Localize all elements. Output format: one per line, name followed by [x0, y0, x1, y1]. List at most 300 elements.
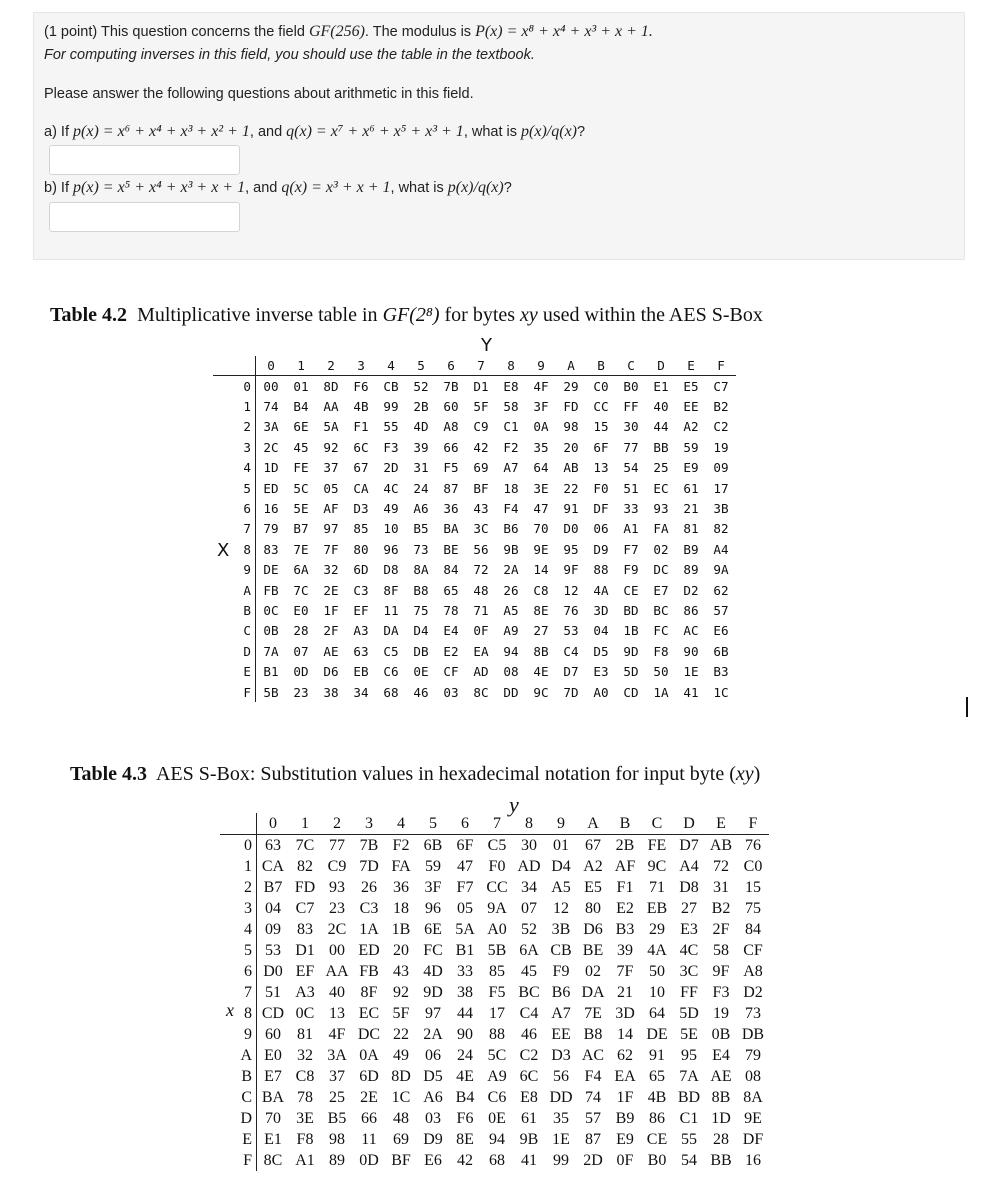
inverse-table-cell: 9F — [563, 562, 579, 578]
table43-caption-end: ) — [753, 763, 761, 785]
sbox-table-cell: 7A — [679, 1067, 699, 1085]
inverse-table-col-header: 6 — [436, 356, 466, 376]
inverse-table-cell: 00 — [263, 378, 279, 394]
sbox-table-cell: 11 — [361, 1130, 377, 1148]
sbox-table-cell: 63 — [265, 836, 281, 854]
inverse-table-cell: 03 — [443, 684, 459, 700]
sbox-table-cell: 6C — [519, 1067, 539, 1085]
sbox-table-cell: 91 — [649, 1046, 665, 1064]
sbox-table-cell: D6 — [583, 920, 603, 938]
inverse-table-cell: 71 — [473, 602, 489, 618]
sbox-table-col-header: C — [641, 813, 673, 835]
inverse-table-cell: A9 — [503, 623, 519, 639]
inverse-table-cell: B7 — [293, 521, 309, 537]
sbox-table-cell: F8 — [296, 1130, 314, 1148]
inverse-table-cell: 49 — [383, 501, 399, 517]
sbox-table-cell: 2A — [423, 1025, 443, 1043]
inverse-table-cell: 91 — [563, 501, 579, 517]
sbox-table-cell: 95 — [681, 1046, 697, 1064]
inverse-table-cell: F4 — [503, 501, 519, 517]
sbox-table-cell: 13 — [329, 1004, 345, 1022]
sbox-table-cell: DD — [549, 1088, 573, 1106]
inverse-table-cell: B4 — [293, 399, 309, 415]
inverse-table-cell: 81 — [683, 521, 699, 537]
sbox-table-cell: C1 — [679, 1109, 699, 1127]
inverse-table-cell: 9A — [713, 562, 729, 578]
inverse-table-col-header: D — [646, 356, 676, 376]
sbox-table-cell: A2 — [583, 857, 603, 875]
inverse-table-row-header: D — [213, 641, 256, 661]
inverse-table-cell: B0 — [623, 378, 639, 394]
sbox-table-cell: AC — [581, 1046, 605, 1064]
sbox-table-cell: ED — [358, 941, 380, 959]
inverse-table-cell: D2 — [683, 582, 699, 598]
sbox-table-col-header: A — [577, 813, 609, 835]
inverse-table-cell: 1C — [713, 684, 729, 700]
sbox-table-cell: 28 — [713, 1130, 729, 1148]
inverse-table-cell: 7B — [443, 378, 459, 394]
table43-caption-text: AES S-Box: Substitution values in hexadecimal notation for input byte ( — [147, 763, 736, 785]
inverse-table-cell: 76 — [563, 602, 579, 618]
sbox-table-cell: 52 — [521, 920, 537, 938]
inverse-table-cell: 80 — [353, 541, 369, 557]
inverse-table-cell: 24 — [413, 480, 429, 496]
sbox-table-cell: 8A — [743, 1088, 763, 1106]
inverse-table-row — [213, 580, 736, 600]
inverse-table-cell: 3E — [533, 480, 549, 496]
inverse-table-cell: 0E — [413, 664, 429, 680]
inverse-table-cell: 12 — [563, 582, 579, 598]
table42-caption-text-b: for bytes — [439, 304, 521, 326]
sbox-table-col-header: 9 — [545, 813, 577, 835]
inverse-table-cell: A2 — [683, 419, 699, 435]
sbox-table-row-header: 8 — [220, 1003, 257, 1024]
inverse-table-cell: B8 — [413, 582, 429, 598]
sbox-table-col-header: 4 — [385, 813, 417, 835]
inverse-table-cell: C0 — [593, 378, 609, 394]
sbox-table-cell: FC — [423, 941, 443, 959]
sbox-table-cell: B8 — [583, 1025, 603, 1043]
inverse-table-cell: E1 — [653, 378, 669, 394]
inverse-table-row — [213, 661, 736, 681]
answer-b-input[interactable] — [49, 202, 240, 232]
sbox-table-row-header: E — [220, 1129, 257, 1150]
inverse-table-cell: 10 — [383, 521, 399, 537]
inverse-table-cell: 8D — [323, 378, 339, 394]
question-panel — [33, 12, 965, 260]
sbox-table-cell: 67 — [585, 836, 601, 854]
table42-caption-text-c: used within the AES S-Box — [537, 304, 763, 326]
sbox-table-cell: 0B — [711, 1025, 731, 1043]
inverse-table-cell: 1F — [323, 602, 339, 618]
sbox-table-cell: 43 — [393, 962, 409, 980]
inverse-table-cell: A5 — [503, 602, 519, 618]
inverse-table-cell: 5F — [473, 399, 489, 415]
sbox-table-cell: 1B — [391, 920, 411, 938]
sbox-table-row — [220, 1087, 769, 1108]
sbox-table-cell: 94 — [489, 1130, 505, 1148]
sbox-table-cell: 05 — [457, 899, 473, 917]
inverse-table-cell: 73 — [413, 541, 429, 557]
inverse-table-cell: 20 — [563, 439, 579, 455]
sbox-table-cell: 2B — [615, 836, 635, 854]
inverse-table-cell: 21 — [683, 501, 699, 517]
sbox-table-cell: E6 — [424, 1151, 442, 1169]
sbox-table-row — [220, 1066, 769, 1087]
sbox-table-cell: E7 — [264, 1067, 282, 1085]
inverse-table-cell: 32 — [323, 562, 339, 578]
sbox-table-row — [220, 940, 769, 961]
inverse-table-cell: F3 — [383, 439, 399, 455]
table42-caption — [50, 304, 763, 327]
inverse-table-cell: 93 — [653, 501, 669, 517]
sbox-table-cell: D1 — [295, 941, 315, 959]
sbox-table-cell: 50 — [649, 962, 665, 980]
inverse-table-cell: 05 — [323, 480, 339, 496]
sbox-table-col-header: 7 — [481, 813, 513, 835]
inverse-table-cell: B9 — [683, 541, 699, 557]
sbox-table-row — [220, 961, 769, 982]
sbox-table-cell: 2F — [712, 920, 730, 938]
inverse-table-cell: 08 — [503, 664, 519, 680]
inverse-table-cell: 90 — [683, 643, 699, 659]
table42-caption-number: Table 4.2 — [50, 304, 128, 326]
inverse-table-cell: DF — [593, 501, 609, 517]
inverse-table-cell: 6B — [713, 643, 729, 659]
sbox-table-cell: 5D — [679, 1004, 699, 1022]
inverse-table-cell: C3 — [353, 582, 369, 598]
sbox-table-cell: 3B — [551, 920, 571, 938]
sbox-table-cell: 77 — [329, 836, 345, 854]
inverse-table-cell: 06 — [593, 521, 609, 537]
inverse-table-col-header: 3 — [346, 356, 376, 376]
answer-a-input[interactable] — [49, 145, 240, 175]
sbox-table-cell: 2E — [360, 1088, 378, 1106]
inverse-table-cell: B1 — [263, 664, 279, 680]
sbox-table-cell: EA — [614, 1067, 636, 1085]
sbox-table-cell: 7C — [295, 836, 315, 854]
table42-x-label: X — [217, 540, 230, 561]
sbox-table-cell: FF — [680, 983, 698, 1001]
sbox-table-cell: 8D — [391, 1067, 411, 1085]
inverse-table-cell: A1 — [623, 521, 639, 537]
sbox-table-cell: 3C — [679, 962, 699, 980]
sbox-table-corner — [220, 813, 257, 835]
sbox-table-cell: 21 — [617, 983, 633, 1001]
sbox-table-cell: 84 — [745, 920, 761, 938]
sbox-table-cell: BF — [391, 1151, 411, 1169]
sbox-table-cell: 69 — [393, 1130, 409, 1148]
inverse-table-row — [213, 458, 736, 478]
inverse-table-cell: FB — [263, 582, 279, 598]
inverse-table-cell: 6F — [593, 439, 609, 455]
inverse-table-col-header: B — [586, 356, 616, 376]
inverse-table-row — [213, 621, 736, 641]
table42-caption-text: Multiplicative inverse table in — [127, 304, 383, 326]
inverse-table-cell: E2 — [443, 643, 459, 659]
inverse-table-row-header: A — [213, 580, 256, 600]
inverse-table-cell: CB — [383, 378, 399, 394]
inverse-table-cell: 99 — [383, 399, 399, 415]
sbox-table-row-header: A — [220, 1045, 257, 1066]
sbox-table-cell: 92 — [393, 983, 409, 1001]
question-b-end: ? — [503, 180, 512, 196]
sbox-table-cell: 01 — [553, 836, 569, 854]
sbox-table-cell: 6D — [359, 1067, 379, 1085]
inverse-table-cell: 6C — [353, 439, 369, 455]
inverse-table-cell: 37 — [323, 460, 339, 476]
inverse-table-row — [213, 560, 736, 580]
inverse-table-cell: D0 — [563, 521, 579, 537]
sbox-table-cell: 41 — [521, 1151, 537, 1169]
sbox-table-cell: CE — [646, 1130, 668, 1148]
sbox-table-cell: D7 — [679, 836, 699, 854]
sbox-table-cell: A7 — [551, 1004, 571, 1022]
inverse-table-cell: 7C — [293, 582, 309, 598]
sbox-table-cell: 1C — [391, 1088, 411, 1106]
inverse-table-cell: DA — [383, 623, 399, 639]
sbox-table-cell: 2D — [583, 1151, 603, 1169]
inverse-table-col-header: 4 — [376, 356, 406, 376]
sbox-table-cell: 26 — [361, 878, 377, 896]
sbox-table-cell: CB — [550, 941, 572, 959]
sbox-table-cell: 93 — [329, 878, 345, 896]
inverse-table-cell: 72 — [473, 562, 489, 578]
inverse-table-row — [213, 539, 736, 559]
sbox-table-cell: 24 — [457, 1046, 473, 1064]
sbox-table-cell: E9 — [616, 1130, 634, 1148]
sbox-table-cell: 42 — [457, 1151, 473, 1169]
sbox-table-cell: 16 — [745, 1151, 761, 1169]
sbox-table-row-header: 1 — [220, 856, 257, 877]
sbox-table-cell: 48 — [393, 1109, 409, 1127]
inverse-table-cell: 35 — [533, 439, 549, 455]
sbox-table-cell: 7D — [359, 857, 379, 875]
inverse-table-cell: 04 — [593, 623, 609, 639]
sbox-table-row — [220, 919, 769, 940]
inverse-table-cell: F8 — [653, 643, 669, 659]
inverse-table-cell: 27 — [533, 623, 549, 639]
inverse-table-cell: 13 — [593, 460, 609, 476]
sbox-table-cell: E3 — [680, 920, 698, 938]
sbox-table — [220, 813, 769, 1171]
inverse-table-cell: 45 — [293, 439, 309, 455]
sbox-table-cell: 62 — [617, 1046, 633, 1064]
table43-x-label: x — [226, 1000, 234, 1020]
sbox-table-cell: 5A — [455, 920, 475, 938]
inverse-table-cell: 4A — [593, 582, 609, 598]
inverse-table-cell: 63 — [353, 643, 369, 659]
sbox-table-row-header: C — [220, 1087, 257, 1108]
inverse-table-cell: 07 — [293, 643, 309, 659]
inverse-table-cell: CE — [623, 582, 639, 598]
inverse-table-cell: F7 — [623, 541, 639, 557]
inverse-table-cell: 41 — [683, 684, 699, 700]
sbox-table-cell: 8F — [360, 983, 378, 1001]
inverse-table-cell: C8 — [533, 582, 549, 598]
text-cursor — [966, 697, 968, 717]
inverse-table-cell: 78 — [443, 602, 459, 618]
inverse-table-cell: D1 — [473, 378, 489, 394]
sbox-table-cell: 55 — [681, 1130, 697, 1148]
inverse-table-cell: 66 — [443, 439, 459, 455]
sbox-table-cell: 80 — [585, 899, 601, 917]
inverse-table-col-header: 2 — [316, 356, 346, 376]
sbox-table-cell: 09 — [265, 920, 281, 938]
table42-caption-xy: xy — [520, 304, 538, 326]
inverse-table-cell: 42 — [473, 439, 489, 455]
sbox-table-cell: 49 — [393, 1046, 409, 1064]
inverse-table-cell: DB — [413, 643, 429, 659]
inverse-table-cell: F1 — [353, 419, 369, 435]
sbox-table-cell: 60 — [265, 1025, 281, 1043]
sbox-table-cell: 1E — [552, 1130, 570, 1148]
field-name: GF(256) — [308, 23, 365, 40]
inverse-table-cell: A0 — [593, 684, 609, 700]
inverse-table-cell: 92 — [323, 439, 339, 455]
sbox-table-cell: 71 — [649, 878, 665, 896]
sbox-table-cell: 22 — [393, 1025, 409, 1043]
sbox-table-cell: 53 — [265, 941, 281, 959]
sbox-table-cell: F2 — [392, 836, 410, 854]
sbox-table-cell: 9F — [712, 962, 730, 980]
inverse-table-cell: 5E — [293, 501, 309, 517]
inverse-table-cell: 59 — [683, 439, 699, 455]
sbox-table-cell: C4 — [519, 1004, 539, 1022]
inverse-table-cell: 9B — [503, 541, 519, 557]
sbox-table-cell: F3 — [712, 983, 730, 1001]
sbox-table-cell: EC — [358, 1004, 380, 1022]
inverse-table-col-header: 8 — [496, 356, 526, 376]
sbox-table-row — [220, 835, 769, 857]
sbox-table-cell: 06 — [425, 1046, 441, 1064]
inverse-table-cell: 9D — [623, 643, 639, 659]
inverse-table-cell: 2F — [323, 623, 339, 639]
sbox-table-cell: 4E — [456, 1067, 474, 1085]
sbox-table-row-header: D — [220, 1108, 257, 1129]
sbox-table-cell: 0D — [359, 1151, 379, 1169]
inverse-table-cell: 44 — [653, 419, 669, 435]
sbox-table-cell: DC — [357, 1025, 381, 1043]
inverse-table-cell: DD — [503, 684, 519, 700]
inverse-table-cell: 5B — [263, 684, 279, 700]
sbox-table-cell: 8B — [711, 1088, 731, 1106]
inverse-table-cell: 89 — [683, 562, 699, 578]
sbox-table-cell: AE — [710, 1067, 732, 1085]
inverse-table-row — [213, 519, 736, 539]
sbox-table-row-header: 7 — [220, 982, 257, 1003]
sbox-table-cell: BA — [261, 1088, 285, 1106]
inverse-table-row — [213, 641, 736, 661]
sbox-table-cell: 8C — [263, 1151, 283, 1169]
inverse-table-cell: BA — [443, 521, 459, 537]
inverse-table-cell: 16 — [263, 501, 279, 517]
sbox-table-cell: 99 — [553, 1151, 569, 1169]
sbox-table-cell: B0 — [647, 1151, 667, 1169]
inverse-table-cell: 4F — [533, 378, 549, 394]
sbox-table-cell: 1D — [711, 1109, 731, 1127]
sbox-table-cell: 23 — [329, 899, 345, 917]
inverse-table-cell: 65 — [443, 582, 459, 598]
sbox-table-row-header: B — [220, 1066, 257, 1087]
inverse-table-cell: 8C — [473, 684, 489, 700]
sbox-table-row-header: 2 — [220, 877, 257, 898]
sbox-table-cell: A6 — [423, 1088, 443, 1106]
inverse-table-cell: D6 — [323, 664, 339, 680]
sbox-table-cell: DF — [742, 1130, 764, 1148]
sbox-table-cell: B1 — [455, 941, 475, 959]
inverse-table-cell: A8 — [443, 419, 459, 435]
sbox-table-row-header: 6 — [220, 961, 257, 982]
inverse-table-cell: 4C — [383, 480, 399, 496]
inverse-table-row — [213, 498, 736, 518]
sbox-table-cell: 78 — [297, 1088, 313, 1106]
sbox-table-cell: 33 — [457, 962, 473, 980]
inverse-table-cell: 8E — [533, 602, 549, 618]
sbox-table-cell: 00 — [329, 941, 345, 959]
inverse-table-cell: 02 — [653, 541, 669, 557]
sbox-table-cell: EE — [551, 1025, 571, 1043]
inverse-table-cell: 43 — [473, 501, 489, 517]
sbox-table-cell: 81 — [297, 1025, 313, 1043]
inverse-table-cell: 19 — [713, 439, 729, 455]
sbox-table-cell: 70 — [265, 1109, 281, 1127]
inverse-table-row-header: C — [213, 621, 256, 641]
table42-caption-field: GF(2⁸) — [382, 304, 440, 326]
sbox-table-row — [220, 1024, 769, 1045]
question-a-and: , and — [249, 124, 287, 140]
sbox-table-cell: 07 — [521, 899, 537, 917]
sbox-table-cell: 74 — [585, 1088, 601, 1106]
inverse-table-cell: 48 — [473, 582, 489, 598]
inverse-table-cell: DE — [263, 562, 279, 578]
inverse-table-cell: 30 — [623, 419, 639, 435]
sbox-table-cell: 0C — [295, 1004, 315, 1022]
table43-caption-number: Table 4.3 — [70, 763, 148, 785]
sbox-table-cell: C0 — [743, 857, 763, 875]
sbox-table-cell: 97 — [425, 1004, 441, 1022]
sbox-table-row-header: 4 — [220, 919, 257, 940]
sbox-table-cell: 86 — [649, 1109, 665, 1127]
sbox-table-cell: FE — [647, 836, 667, 854]
sbox-table-row-header: 0 — [220, 835, 257, 857]
inverse-table-cell: 3C — [473, 521, 489, 537]
inverse-table-cell: 18 — [503, 480, 519, 496]
sbox-table-col-header: 1 — [289, 813, 321, 835]
table43-y-label: y — [509, 792, 519, 817]
sbox-table-cell: 85 — [489, 962, 505, 980]
inverse-table-cell: EE — [683, 399, 699, 415]
sbox-table-cell: 6F — [456, 836, 474, 854]
sbox-table-cell: F1 — [616, 878, 634, 896]
inverse-table-cell: EF — [353, 602, 369, 618]
question-a-expr: p(x)/q(x) — [521, 123, 577, 140]
sbox-table-cell: 5E — [680, 1025, 698, 1043]
sbox-table-cell: BE — [582, 941, 604, 959]
inverse-table-cell: 9E — [533, 541, 549, 557]
inverse-table-cell: 34 — [353, 684, 369, 700]
sbox-table-cell: 98 — [329, 1130, 345, 1148]
inverse-table-cell: 6E — [293, 419, 309, 435]
sbox-table-cell: 36 — [393, 878, 409, 896]
inverse-table-cell: AF — [323, 501, 339, 517]
inverse-table-row-header: 9 — [213, 560, 256, 580]
inverse-table-cell: 8F — [383, 582, 399, 598]
inverse-table-cell: 09 — [713, 460, 729, 476]
sbox-table-cell: 9C — [647, 857, 667, 875]
inverse-table-cell: 5C — [293, 480, 309, 496]
sbox-table-cell: 51 — [265, 983, 281, 1001]
